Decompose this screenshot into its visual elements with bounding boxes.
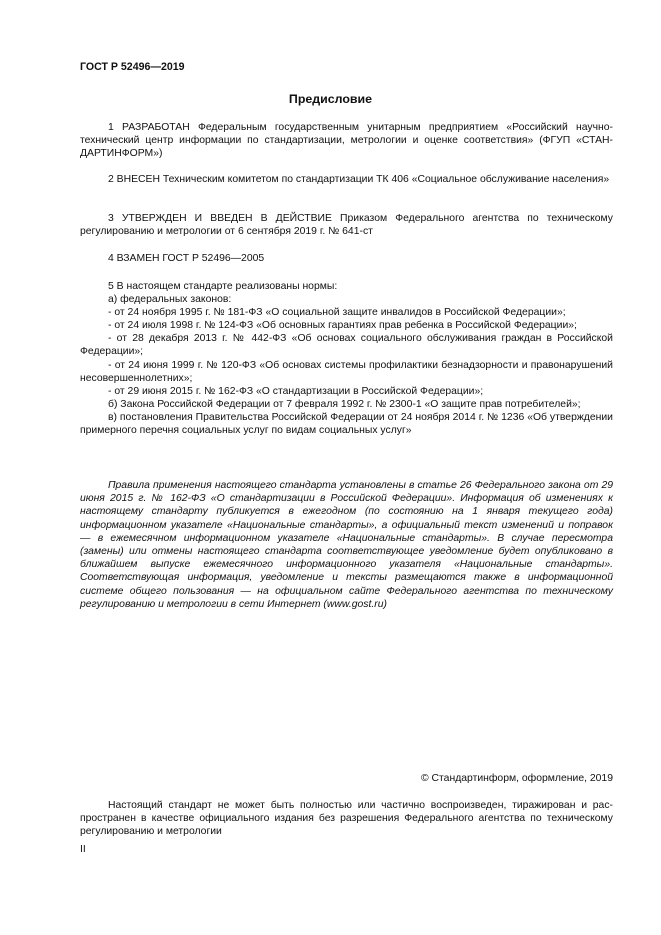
- page-number: II: [80, 844, 86, 855]
- item-2-introduced: 2 ВНЕСЕН Техническим комитетом по стандартизации ТК 406 «Социальное обслуживание населения»: [108, 174, 610, 185]
- reproduction-restriction: Настоящий стандарт не может быть полностью или частично воспроизведен, тиражирован и распространен в качестве официального издания без разрешения Федерального агентства по техническому регулированию и метрологии: [80, 800, 613, 838]
- law-item-5: - от 29 июня 2015 г. № 162-ФЗ «О стандартизации в Российской Федерации»;: [108, 386, 484, 397]
- law-item-1: - от 24 ноября 1995 г. № 181-ФЗ «О социальной защите инвалидов в Российской Федерации»;: [108, 307, 566, 318]
- law-item-4: - от 24 июня 1999 г. № 120-ФЗ «Об основах системы профилактики безнадзорности и правонарушений несовершеннолетних»;: [80, 360, 613, 385]
- item-5-government-decree: в) постановления Правительства Российской Федерации от 24 ноября 2014 г. № 1236 «Об утверждении примерного перечня социальных услуг по видам социальных услуг»: [80, 412, 613, 437]
- item-5-federal-laws: а) федеральных законов:: [108, 294, 232, 305]
- page-title: Предисловие: [288, 92, 373, 106]
- item-5-consumer-law: б) Закона Российской Федерации от 7 февраля 1992 г. № 2300-1 «О защите прав потребителей»;: [108, 399, 581, 410]
- item-3-approved: 3 УТВЕРЖДЕН И ВВЕДЕН В ДЕЙСТВИЕ Приказом Федерального агентства по техническому регулированию и метрологии от 6 сентября 2019 г. № 641-ст: [80, 213, 613, 238]
- document-id: ГОСТ Р 52496—2019: [80, 61, 185, 73]
- application-notice: Правила применения настоящего стандарта установлены в статье 26 Федерального закона от 29 июня 2015 г. № 162-ФЗ «О стандартизации в Российской Федерации». Информация об изменениях к настоящему стандарту публикуется в ежегодном (по состоянию на 1 января текущего года) информационном указателе «Национальные стандарты», а официальный текст изменений и поправок — в ежемесячном информационном указателе «Национальные стандарты». В случае пересмотра (замены) или отмены настоящего стандарта соответствующее уведомление будет опубликовано в ближайшем выпуске ежемесячного информационного указателя «Национальные стандарты». Соответствующая информация, уведомление и тексты размещаются также в информационной системе общего пользования — на официальном сайте Федерального агентства по техническому регулированию и метрологии в сети Интернет (www.gost.ru): [80, 480, 613, 610]
- item-4-replaces: 4 ВЗАМЕН ГОСТ Р 52496—2005: [108, 253, 265, 264]
- item-1-developed: 1 РАЗРАБОТАН Федеральным государственным унитарным предприятием «Российский научно-технический центр информации по стандартизации, метрологии и оценке соответствия» (ФГУП «СТАНДАРТИНФОРМ»): [80, 122, 613, 160]
- law-item-3: - от 28 декабря 2013 г. № 442-ФЗ «Об основах социального обслуживания граждан в Российской Федерации»;: [80, 333, 613, 358]
- law-item-2: - от 24 июля 1998 г. № 124-ФЗ «Об основных гарантиях прав ребенка в Российской Федерации»;: [108, 320, 577, 331]
- item-5-intro: 5 В настоящем стандарте реализованы нормы:: [108, 281, 338, 292]
- copyright: © Стандартинформ, оформление, 2019: [420, 773, 613, 784]
